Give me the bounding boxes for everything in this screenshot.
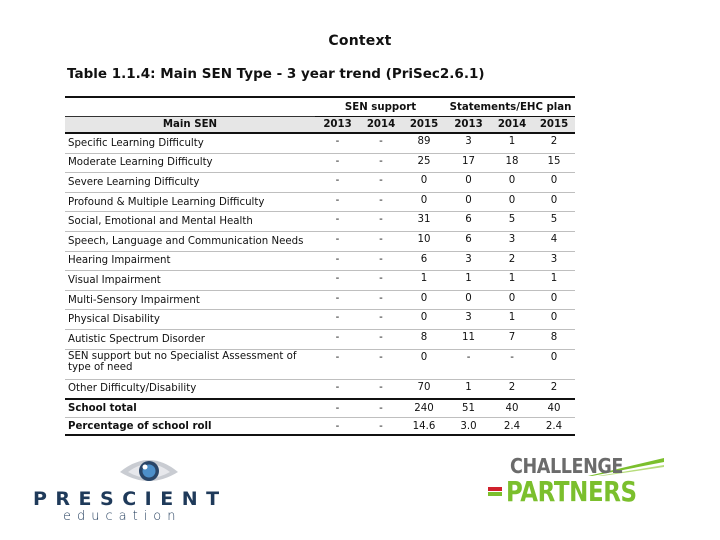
cell-value: -: [315, 417, 360, 435]
year-header: 2013: [446, 117, 491, 134]
table-row: [65, 192, 575, 212]
year-header: 2014: [491, 117, 533, 134]
cell-value: 3: [446, 310, 491, 330]
cell-value: -: [315, 173, 360, 193]
cell-value: -: [360, 231, 402, 251]
cell-value: 0: [533, 192, 575, 212]
cell-value: 0: [491, 290, 533, 310]
row-label: Severe Learning Difficulty: [65, 173, 315, 193]
table-row: [65, 251, 575, 271]
cell-value: -: [315, 310, 360, 330]
cell-value: 3: [446, 251, 491, 271]
row-label: Specific Learning Difficulty: [65, 133, 315, 153]
green-dash: [488, 492, 502, 496]
cell-value: 5: [491, 212, 533, 232]
cell-value: 0: [533, 349, 575, 379]
cell-value: -: [360, 329, 402, 349]
cell-value: 2.4: [533, 417, 575, 435]
cell-value: 11: [446, 329, 491, 349]
table-row: [65, 212, 575, 232]
row-label: Physical Disability: [65, 310, 315, 330]
cell-value: -: [360, 349, 402, 379]
cell-value: 2: [491, 251, 533, 271]
cell-value: 1: [491, 133, 533, 153]
red-dash: [488, 487, 502, 491]
cell-value: 0: [402, 349, 446, 379]
row-label: SEN support but no Specialist Assessment of type of need: [65, 349, 315, 379]
cell-value: 240: [402, 399, 446, 417]
cell-value: -: [315, 290, 360, 310]
row-label: Multi-Sensory Impairment: [65, 290, 315, 310]
cell-value: -: [315, 231, 360, 251]
cell-value: 8: [402, 329, 446, 349]
cell-value: 17: [446, 153, 491, 173]
cell-value: 3: [446, 133, 491, 153]
cell-value: -: [360, 290, 402, 310]
cell-value: -: [360, 417, 402, 435]
challenge-partners-logo: [488, 454, 668, 509]
cell-value: 7: [491, 329, 533, 349]
row-label: School total: [65, 399, 315, 417]
cell-value: 0: [402, 192, 446, 212]
cell-value: 0: [533, 173, 575, 193]
cell-value: 31: [402, 212, 446, 232]
cell-value: -: [315, 192, 360, 212]
year-header-row: [65, 117, 575, 134]
row-label: Hearing Impairment: [65, 251, 315, 271]
cell-value: -: [315, 212, 360, 232]
group-header-row: [65, 97, 575, 117]
table-row: [65, 329, 575, 349]
cell-value: 10: [402, 231, 446, 251]
challenge-wordmark: CHALLENGE: [510, 454, 623, 478]
education-wordmark: education: [63, 509, 182, 524]
cell-value: 1: [446, 271, 491, 291]
cell-value: 3: [491, 231, 533, 251]
cell-value: -: [491, 349, 533, 379]
cell-value: 2.4: [491, 417, 533, 435]
row-label: Moderate Learning Difficulty: [65, 153, 315, 173]
cell-value: -: [315, 349, 360, 379]
table-row: [65, 133, 575, 153]
row-label: Autistic Spectrum Disorder: [65, 329, 315, 349]
cell-value: 6: [446, 231, 491, 251]
cell-value: 89: [402, 133, 446, 153]
cell-value: 14.6: [402, 417, 446, 435]
cell-value: 2: [533, 133, 575, 153]
row-label: Visual Impairment: [65, 271, 315, 291]
cell-value: -: [360, 251, 402, 271]
cell-value: 3.0: [446, 417, 491, 435]
cell-value: 25: [402, 153, 446, 173]
slide-title: Context: [328, 33, 392, 49]
main-sen-header: Main SEN: [65, 117, 315, 134]
cell-value: 0: [491, 173, 533, 193]
cell-value: 1: [402, 271, 446, 291]
cell-value: -: [446, 349, 491, 379]
cell-value: 0: [491, 192, 533, 212]
cell-value: -: [315, 379, 360, 399]
table-row: [65, 379, 575, 399]
cell-value: -: [360, 271, 402, 291]
cell-value: 40: [491, 399, 533, 417]
cell-value: 2: [533, 379, 575, 399]
sen-table: [65, 96, 575, 436]
cell-value: 70: [402, 379, 446, 399]
cell-value: 0: [402, 173, 446, 193]
cell-value: 18: [491, 153, 533, 173]
cell-value: -: [315, 329, 360, 349]
cell-value: -: [360, 379, 402, 399]
cell-value: -: [360, 399, 402, 417]
table-row: [65, 173, 575, 193]
cell-value: 0: [533, 310, 575, 330]
eye-icon: [118, 454, 180, 488]
table-row: [65, 153, 575, 173]
year-header: 2013: [315, 117, 360, 134]
cell-value: -: [360, 310, 402, 330]
row-label: Profound & Multiple Learning Difficulty: [65, 192, 315, 212]
cell-value: 15: [533, 153, 575, 173]
school-total-row: [65, 399, 575, 417]
cell-value: 6: [446, 212, 491, 232]
row-label: Percentage of school roll: [65, 417, 315, 435]
cell-value: 3: [533, 251, 575, 271]
cell-value: -: [360, 153, 402, 173]
table-row: [65, 231, 575, 251]
cell-value: 2: [491, 379, 533, 399]
cell-value: 5: [533, 212, 575, 232]
table-row: [65, 271, 575, 291]
cell-value: -: [360, 173, 402, 193]
table-row: [65, 349, 575, 379]
cell-value: 6: [402, 251, 446, 271]
cell-value: 1: [491, 271, 533, 291]
cell-value: -: [360, 192, 402, 212]
year-header: 2015: [533, 117, 575, 134]
group-header-sen-support: SEN support: [315, 97, 446, 117]
cell-value: -: [315, 153, 360, 173]
group-header-statements: Statements/EHC plan: [446, 97, 575, 117]
year-header: 2014: [360, 117, 402, 134]
cell-value: -: [315, 133, 360, 153]
cell-value: 4: [533, 231, 575, 251]
cell-value: 0: [533, 290, 575, 310]
partners-wordmark: PARTNERS: [506, 475, 637, 508]
prescient-wordmark: PRESCIENT: [33, 488, 228, 510]
cell-value: 0: [446, 192, 491, 212]
cell-value: -: [315, 251, 360, 271]
cell-value: 1: [491, 310, 533, 330]
row-label: Social, Emotional and Mental Health: [65, 212, 315, 232]
row-label: Other Difficulty/Disability: [65, 379, 315, 399]
cell-value: 0: [402, 290, 446, 310]
cell-value: 40: [533, 399, 575, 417]
cell-value: -: [315, 399, 360, 417]
percentage-row: [65, 417, 575, 435]
cell-value: -: [360, 133, 402, 153]
cell-value: 8: [533, 329, 575, 349]
cell-value: 1: [446, 379, 491, 399]
cell-value: 0: [402, 310, 446, 330]
row-label: Speech, Language and Communication Needs: [65, 231, 315, 251]
table-row: [65, 290, 575, 310]
cell-value: 51: [446, 399, 491, 417]
cell-value: 0: [446, 173, 491, 193]
cell-value: 0: [446, 290, 491, 310]
table-caption: Table 1.1.4: Main SEN Type - 3 year trend (PriSec2.6.1): [67, 66, 485, 82]
cell-value: -: [315, 271, 360, 291]
prescient-education-logo: [30, 452, 228, 527]
cell-value: 1: [533, 271, 575, 291]
group-header-blank: [65, 97, 315, 117]
table-row: [65, 310, 575, 330]
year-header: 2015: [402, 117, 446, 134]
cell-value: -: [360, 212, 402, 232]
